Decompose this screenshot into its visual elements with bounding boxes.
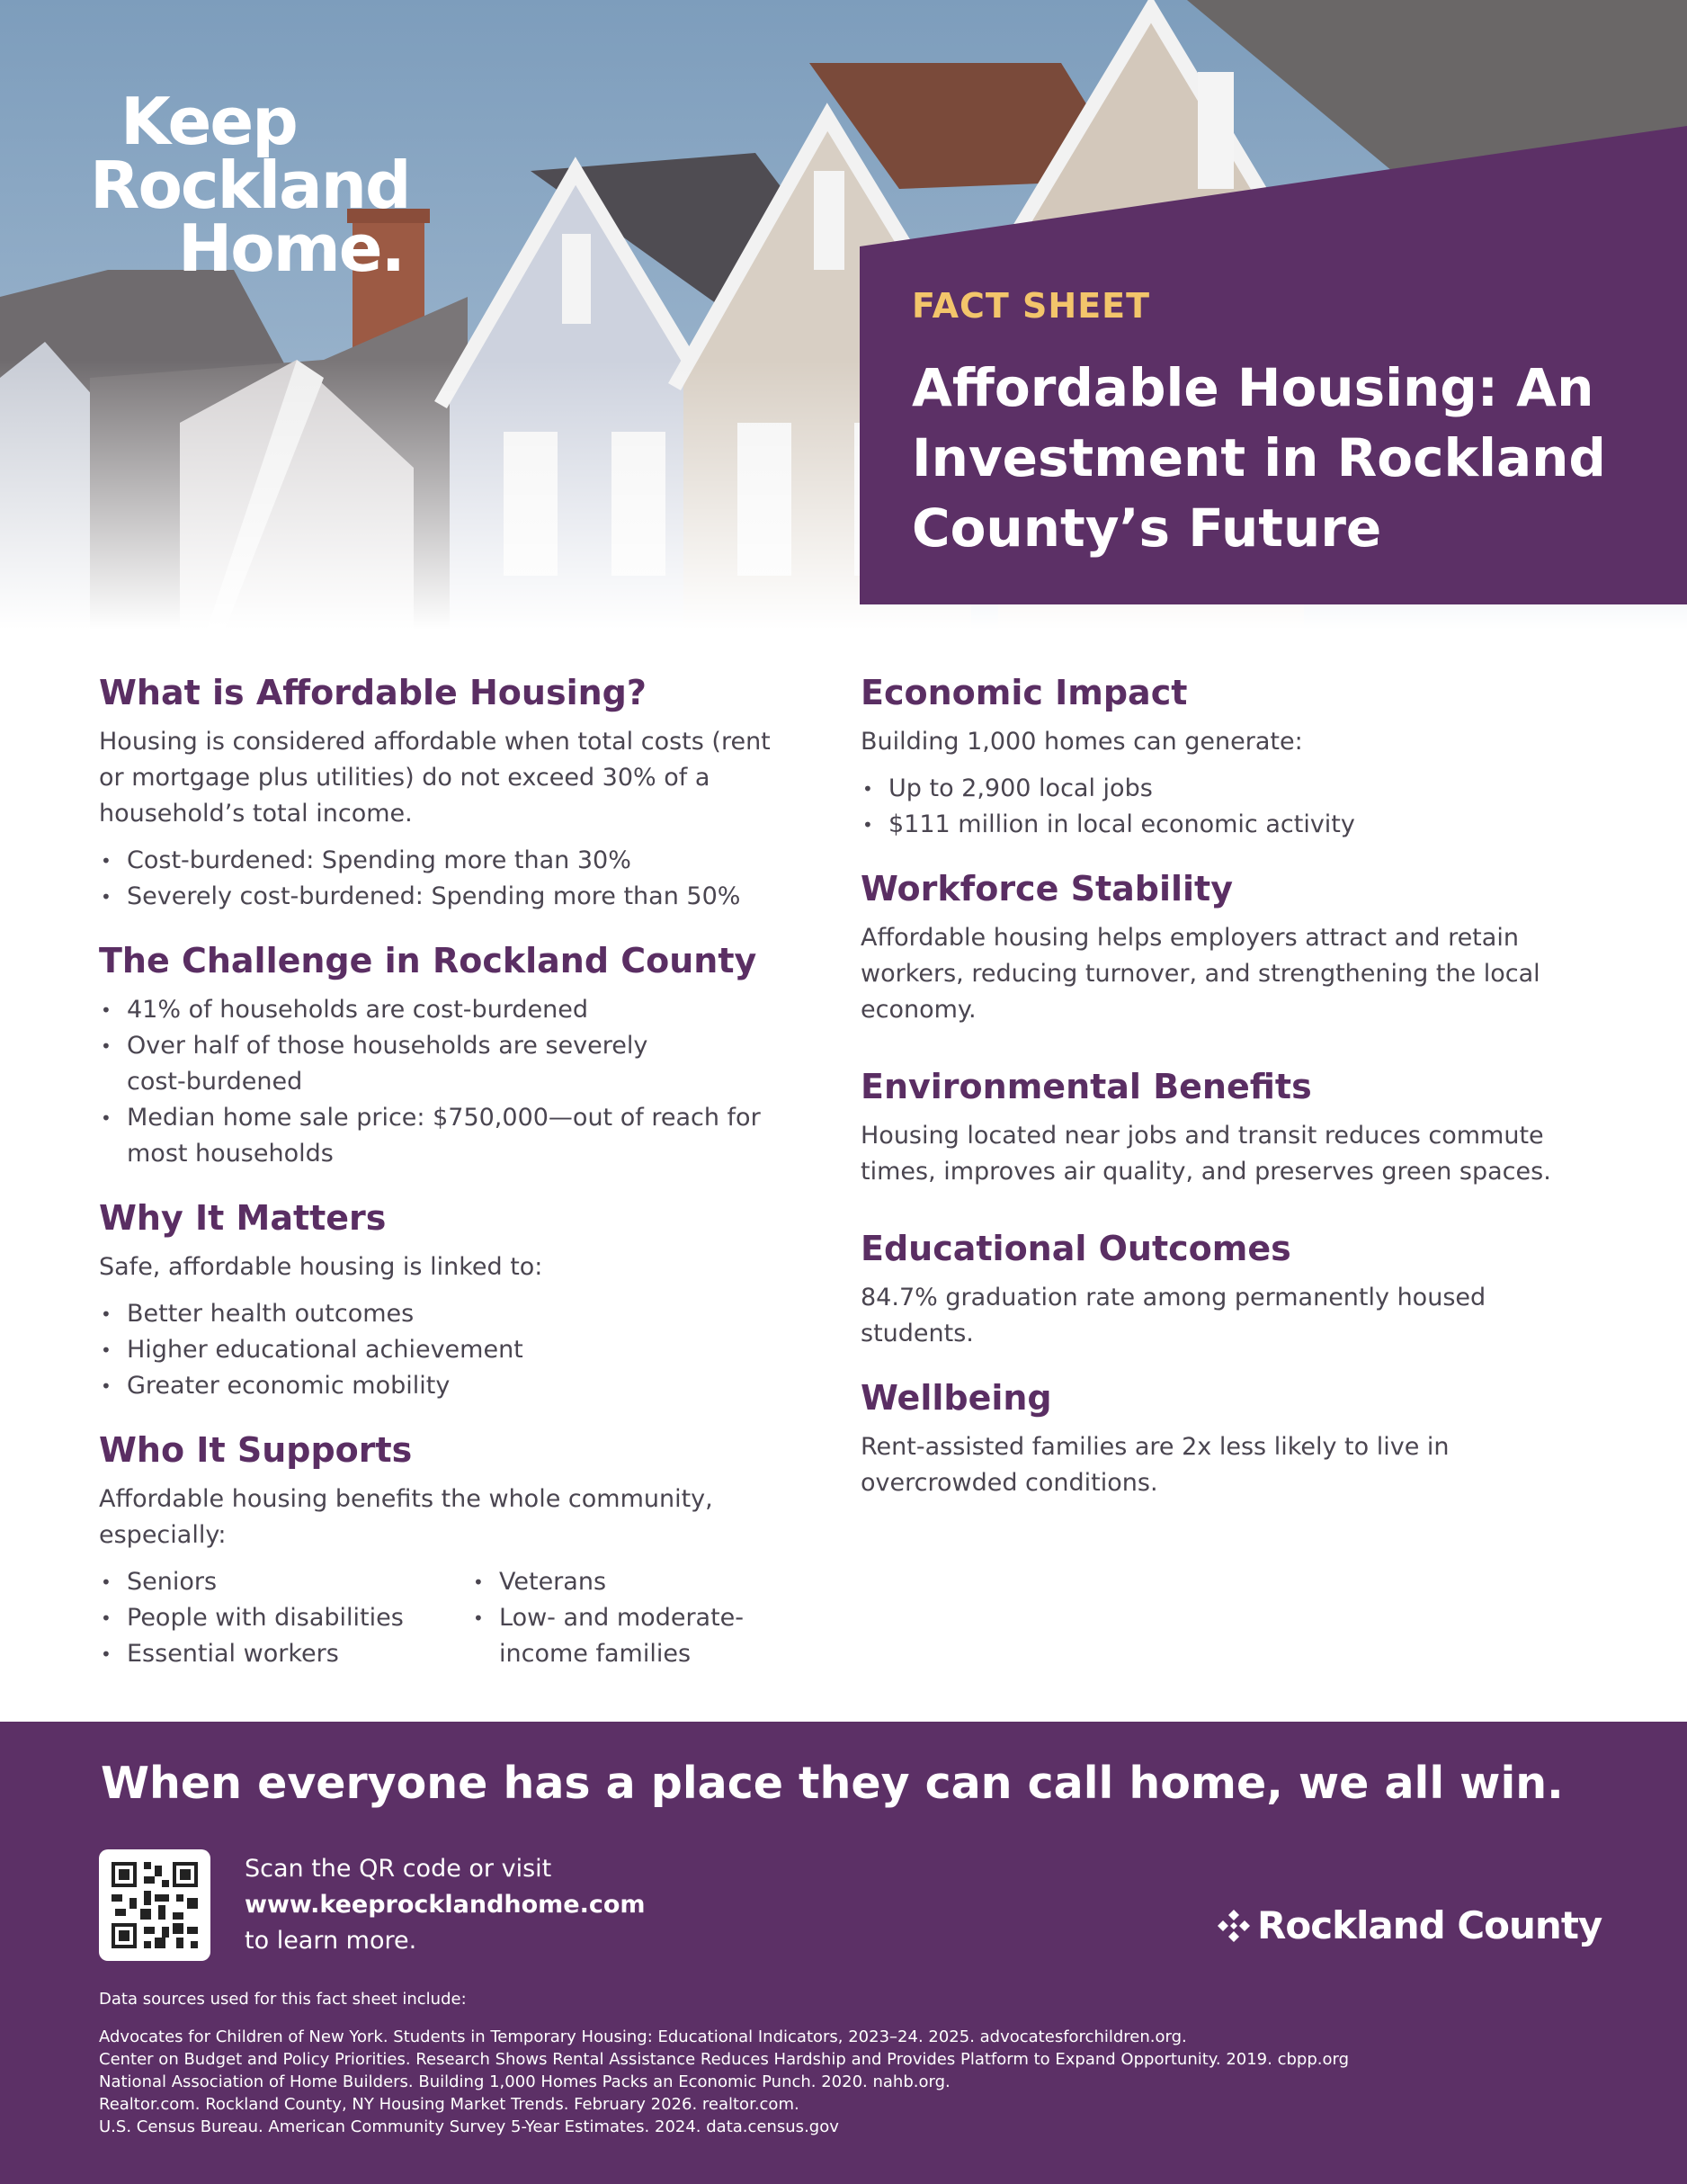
list-item: • Over half of those households are severely cost-burdened [99,1028,800,1100]
list-item: • People with disabilities [99,1600,471,1636]
bullet-list [471,1564,768,1672]
cta-line: Scan the QR code or visit [245,1855,552,1883]
call-to-action [245,1851,646,1959]
logo-line-1: Keep [120,84,297,159]
sources-list [99,2026,1349,2138]
section-economic-impact [861,670,1580,843]
right-column [861,670,1580,1525]
section-who-it-supports [99,1428,800,1692]
bullet-list [861,771,1580,843]
section-body: Affordable housing benefits the whole community, especially: [99,1485,713,1549]
list-item: • Low- and moderate-income families [471,1600,768,1672]
section-body: Affordable housing helps employers attract and retain workers, reducing turnover, and strengthening the local economy. [861,924,1540,1024]
list-item: • $111 million in local economic activity [861,807,1580,843]
section-heading: Environmental Benefits [861,1067,1312,1106]
section-heading: Educational Outcomes [861,1229,1291,1268]
footer [0,1722,1687,2184]
source-item: Realtor.com. Rockland County, NY Housing Market Trends. February 2026. realtor.com. [99,2095,799,2114]
bullet-list [99,992,800,1172]
section-what-is-affordable-housing [99,670,800,915]
bullet-list [99,1564,471,1672]
list-item: • Higher educational achievement [99,1332,800,1368]
list-item: • Seniors [99,1564,471,1600]
county-name: Rockland County [1257,1903,1602,1947]
list-item: • Cost-burdened: Spending more than 30% [99,843,800,879]
section-body: 84.7% graduation rate among permanently housed students. [861,1284,1486,1347]
section-heading: Why It Matters [99,1198,387,1238]
section-educational-outcomes [861,1226,1580,1352]
section-heading: Economic Impact [861,673,1188,712]
section-why-it-matters [99,1195,800,1404]
list-item: • Veterans [471,1564,768,1600]
logo-line-3: Home. [178,210,404,287]
cta-line: to learn more. [245,1927,417,1955]
bullet-list [99,843,800,915]
keep-rockland-home-logo [90,84,410,287]
diamond-logo-icon [1216,1908,1252,1944]
section-the-challenge [99,938,800,1172]
left-column [99,670,800,1715]
list-item: • 41% of households are cost-burdened [99,992,800,1028]
rockland-county-logo [1216,1903,1602,1947]
page-title: Affordable Housing: An Investment in Rockland County’s Future [912,357,1606,559]
qr-code-icon [108,1858,201,1952]
list-item: • Greater economic mobility [99,1368,800,1404]
qr-code[interactable] [99,1849,210,1961]
hero-banner [0,0,1687,630]
logo-line-2: Rockland [90,147,410,223]
sources-heading: Data sources used for this fact sheet include: [99,1990,467,2009]
tagline: When everyone has a place they can call home, we all win. [101,1758,1564,1809]
section-heading: What is Affordable Housing? [99,673,647,712]
title-panel [860,126,1687,604]
section-wellbeing [861,1375,1580,1501]
section-heading: Wellbeing [861,1378,1052,1418]
section-environmental-benefits [861,1064,1580,1190]
section-heading: Who It Supports [99,1430,413,1470]
list-item: • Essential workers [99,1636,471,1672]
section-heading: Workforce Stability [861,869,1233,909]
section-body: Housing located near jobs and transit reduces commute times, improves air quality, and preserves green spaces. [861,1122,1551,1186]
section-heading: The Challenge in Rockland County [99,941,757,980]
list-item: • Severely cost-burdened: Spending more than 50% [99,879,800,915]
source-item: Advocates for Children of New York. Students in Temporary Housing: Educational Indicators, 2023–24. 2025. advocatesforchildren.org. [99,2027,1187,2046]
section-body: Safe, affordable housing is linked to: [99,1253,543,1281]
source-item: U.S. Census Bureau. American Community Survey 5-Year Estimates. 2024. data.census.gov [99,2117,839,2136]
section-body: Rent-assisted families are 2x less likely to live in overcrowded conditions. [861,1433,1450,1497]
section-body: Housing is considered affordable when total costs (rent or mortgage plus utilities) do not exceed 30% of a household’s total income. [99,728,771,828]
list-item: • Better health outcomes [99,1296,800,1332]
two-column-list [99,1564,800,1692]
section-body: Building 1,000 homes can generate: [861,728,1303,756]
bullet-list [99,1296,800,1404]
website-link[interactable]: www.keeprocklandhome.com [245,1891,646,1919]
section-workforce-stability [861,866,1580,1028]
source-item: Center on Budget and Policy Priorities. Research Shows Rental Assistance Reduces Hardship and Provides Platform to Expand Opportunity. 2019. cbpp.org [99,2050,1349,2069]
list-item: • Up to 2,900 local jobs [861,771,1580,807]
list-item: • Median home sale price: $750,000—out of reach for most households [99,1100,800,1172]
source-item: National Association of Home Builders. Building 1,000 Homes Packs an Economic Punch. 2020. nahb.org. [99,2072,951,2091]
fact-sheet-label: FACT SHEET [912,286,1151,326]
